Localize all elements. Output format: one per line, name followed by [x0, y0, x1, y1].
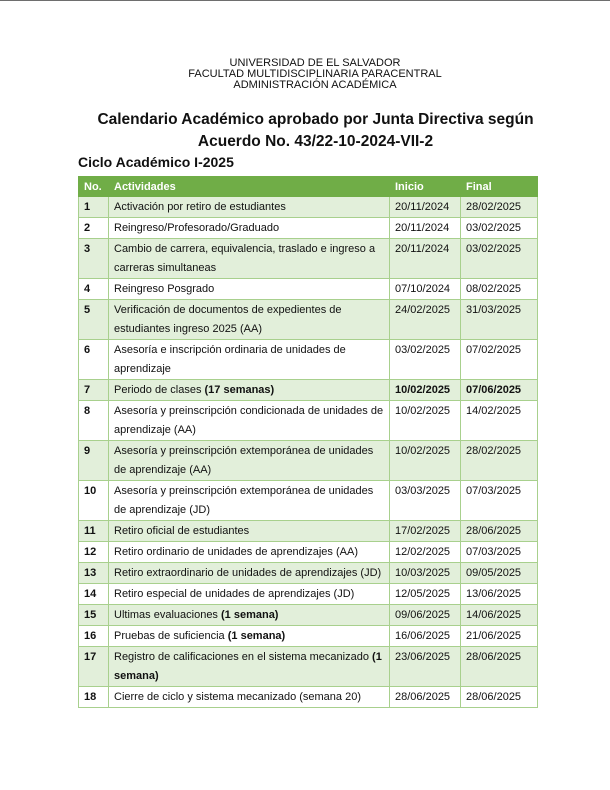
activity-text: Reingreso/Profesorado/Graduado	[114, 222, 280, 234]
row-number: 11	[79, 521, 109, 542]
start-date: 23/06/2025	[390, 647, 461, 687]
start-date: 20/11/2024	[390, 218, 461, 239]
row-number: 4	[79, 279, 109, 300]
row-number: 2	[79, 218, 109, 239]
table-row	[79, 197, 538, 218]
table-row	[79, 401, 538, 441]
activity-cell	[109, 687, 390, 708]
activity-cell	[109, 441, 390, 481]
table-body	[79, 197, 538, 708]
table-row	[79, 521, 538, 542]
column-header-no: No.	[79, 177, 109, 197]
end-date: 03/02/2025	[461, 239, 538, 279]
row-number: 9	[79, 441, 109, 481]
institution-header	[0, 58, 610, 91]
activity-duration: (1 semana)	[221, 609, 279, 621]
start-date: 07/10/2024	[390, 279, 461, 300]
row-number: 1	[79, 197, 109, 218]
table-row	[79, 626, 538, 647]
table-row	[79, 647, 538, 687]
title-line-1: Calendario Académico aprobado por Junta Directiva según	[97, 111, 534, 128]
page-top-border	[0, 0, 610, 1]
table-header-row	[79, 177, 538, 197]
activity-cell	[109, 380, 390, 401]
activity-cell	[109, 626, 390, 647]
activity-duration: (1 semana)	[114, 651, 382, 682]
activity-text: Ultimas evaluaciones	[114, 609, 221, 621]
column-header-activities: Actividades	[109, 177, 390, 197]
start-date: 16/06/2025	[390, 626, 461, 647]
activity-text: Cierre de ciclo y sistema mecanizado (semana 20)	[114, 691, 361, 703]
activity-cell	[109, 218, 390, 239]
table-row	[79, 563, 538, 584]
start-date: 20/11/2024	[390, 239, 461, 279]
activity-text: Asesoría y preinscripción extemporánea de unidades de aprendizaje (AA)	[114, 445, 374, 476]
activity-cell	[109, 481, 390, 521]
start-date: 10/02/2025	[390, 401, 461, 441]
end-date: 14/02/2025	[461, 401, 538, 441]
start-date: 24/02/2025	[390, 300, 461, 340]
row-number: 6	[79, 340, 109, 380]
table-row	[79, 218, 538, 239]
end-date: 28/06/2025	[461, 521, 538, 542]
row-number: 18	[79, 687, 109, 708]
row-number: 16	[79, 626, 109, 647]
table-row	[79, 380, 538, 401]
start-date: 09/06/2025	[390, 605, 461, 626]
activity-text: Retiro extraordinario de unidades de aprendizajes (JD)	[114, 567, 382, 579]
activity-cell	[109, 647, 390, 687]
table-row	[79, 687, 538, 708]
faculty-name: FACULTAD MULTIDISCIPLINARIA PARACENTRAL	[188, 68, 442, 80]
activity-text: Cambio de carrera, equivalencia, traslado e ingreso a carreras simultaneas	[114, 243, 376, 274]
activity-text: Verificación de documentos de expedientes de estudiantes ingreso 2025 (AA)	[114, 304, 342, 335]
column-header-start: Inicio	[390, 177, 461, 197]
department-name: ADMINISTRACIÓN ACADÉMICA	[233, 79, 397, 91]
row-number: 5	[79, 300, 109, 340]
end-date: 07/02/2025	[461, 340, 538, 380]
activity-text: Retiro especial de unidades de aprendizajes (JD)	[114, 588, 355, 600]
end-date: 31/03/2025	[461, 300, 538, 340]
table-row	[79, 279, 538, 300]
activity-cell	[109, 279, 390, 300]
title-line-2: Acuerdo No. 43/22-10-2024-VII-2	[197, 133, 434, 150]
start-date: 20/11/2024	[390, 197, 461, 218]
table-row	[79, 300, 538, 340]
activity-text: Retiro oficial de estudiantes	[114, 525, 250, 537]
university-name: UNIVERSIDAD DE EL SALVADOR	[229, 57, 401, 69]
row-number: 15	[79, 605, 109, 626]
table-row	[79, 584, 538, 605]
start-date: 12/05/2025	[390, 584, 461, 605]
start-date: 10/02/2025	[390, 380, 461, 401]
end-date: 03/02/2025	[461, 218, 538, 239]
activity-cell	[109, 563, 390, 584]
start-date: 03/02/2025	[390, 340, 461, 380]
table-row	[79, 542, 538, 563]
cycle-heading: Ciclo Académico I-2025	[78, 154, 234, 170]
end-date: 07/06/2025	[461, 380, 538, 401]
start-date: 17/02/2025	[390, 521, 461, 542]
row-number: 14	[79, 584, 109, 605]
end-date: 09/05/2025	[461, 563, 538, 584]
activity-cell	[109, 542, 390, 563]
row-number: 10	[79, 481, 109, 521]
table-row	[79, 605, 538, 626]
end-date: 07/03/2025	[461, 481, 538, 521]
table-row	[79, 340, 538, 380]
end-date: 21/06/2025	[461, 626, 538, 647]
activity-cell	[109, 584, 390, 605]
end-date: 14/06/2025	[461, 605, 538, 626]
table-row	[79, 481, 538, 521]
activity-text: Retiro ordinario de unidades de aprendizajes (AA)	[114, 546, 358, 558]
end-date: 07/03/2025	[461, 542, 538, 563]
activity-cell	[109, 300, 390, 340]
start-date: 28/06/2025	[390, 687, 461, 708]
end-date: 13/06/2025	[461, 584, 538, 605]
end-date: 28/06/2025	[461, 687, 538, 708]
row-number: 13	[79, 563, 109, 584]
calendar-table	[78, 176, 538, 708]
activity-duration: (17 semanas)	[204, 384, 275, 396]
row-number: 8	[79, 401, 109, 441]
document-title	[78, 109, 553, 153]
start-date: 03/03/2025	[390, 481, 461, 521]
activity-text: Periodo de clases	[114, 384, 205, 396]
start-date: 10/03/2025	[390, 563, 461, 584]
activity-text: Asesoría y preinscripción extemporánea de unidades de aprendizaje (JD)	[114, 485, 374, 516]
end-date: 28/02/2025	[461, 197, 538, 218]
activity-text: Reingreso Posgrado	[114, 283, 215, 295]
row-number: 7	[79, 380, 109, 401]
activity-text: Registro de calificaciones en el sistema mecanizado	[114, 651, 373, 663]
activity-cell	[109, 340, 390, 380]
activity-text: Asesoría y preinscripción condicionada de unidades de aprendizaje (AA)	[114, 405, 384, 436]
end-date: 28/02/2025	[461, 441, 538, 481]
row-number: 3	[79, 239, 109, 279]
start-date: 12/02/2025	[390, 542, 461, 563]
end-date: 28/06/2025	[461, 647, 538, 687]
activity-text: Asesoría e inscripción ordinaria de unidades de aprendizaje	[114, 344, 346, 375]
row-number: 12	[79, 542, 109, 563]
activity-cell	[109, 239, 390, 279]
activity-text: Pruebas de suficiencia	[114, 630, 228, 642]
activity-cell	[109, 521, 390, 542]
activity-text: Activación por retiro de estudiantes	[114, 201, 286, 213]
start-date: 10/02/2025	[390, 441, 461, 481]
activity-cell	[109, 605, 390, 626]
table-row	[79, 239, 538, 279]
row-number: 17	[79, 647, 109, 687]
activity-cell	[109, 197, 390, 218]
activity-cell	[109, 401, 390, 441]
table-row	[79, 441, 538, 481]
end-date: 08/02/2025	[461, 279, 538, 300]
column-header-end: Final	[461, 177, 538, 197]
activity-duration: (1 semana)	[227, 630, 286, 642]
